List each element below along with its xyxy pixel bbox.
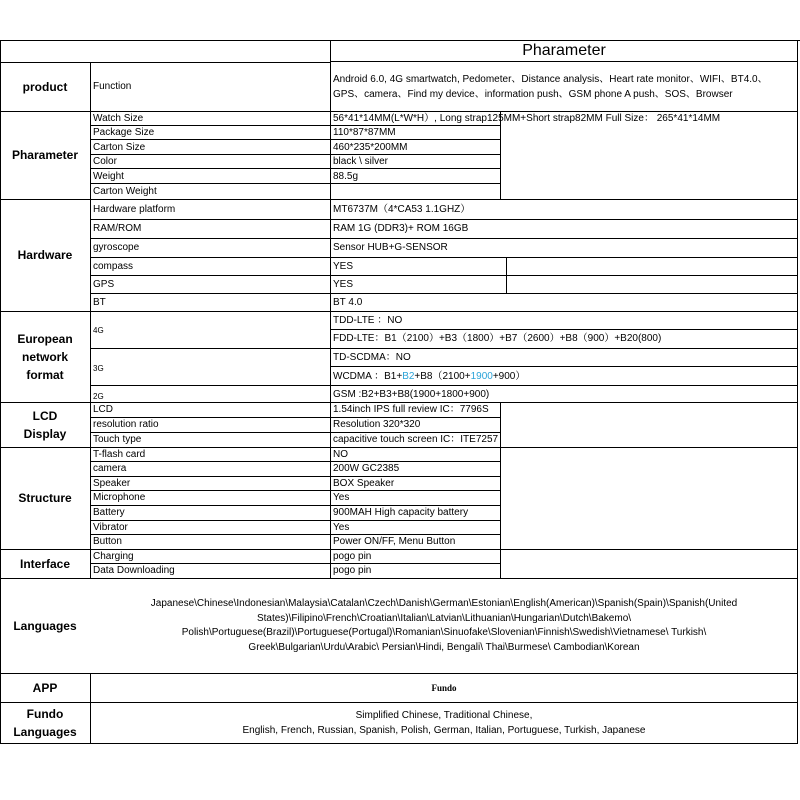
spec-value: GSM :B2+B3+B8(1900+1800+900): [333, 389, 490, 400]
spec-label: Color: [93, 156, 117, 167]
spec-value: TDD-LTE ：NO: [333, 315, 403, 326]
spec-label: Hardware platform: [93, 204, 176, 215]
grid-line: [90, 275, 798, 276]
section-label-network: [0, 311, 90, 402]
spec-value: Yes: [333, 522, 350, 533]
section-label-line: format: [26, 367, 64, 382]
languages-line: Greek\Bulgarian\Urdu\Arabic\ Persian\Hindi, Bengali\ Thai\Burmese\ Cambodian\Korean: [248, 641, 640, 653]
section-label-languages: Languages: [13, 618, 77, 633]
section-label-line: LCD: [32, 408, 58, 423]
fundo-languages-line: English, French, Russian, Spanish, Polish, German, Italian, Portuguese, Turkish, Japanese: [242, 724, 646, 736]
grid-line: [90, 520, 500, 521]
spec-value: Resolution 320*320: [333, 419, 421, 430]
section-label-hardware: Hardware: [17, 248, 73, 262]
spec-label: Button: [93, 536, 122, 547]
grid-line: [0, 311, 798, 312]
spec-value: YES: [333, 279, 354, 290]
grid-line: [797, 40, 798, 744]
spec-value: 900MAH High capacity battery: [333, 507, 469, 518]
spec-value: RAM 1G (DDR3)+ ROM 16GB: [333, 223, 469, 234]
wcdma-text: WCDMA ：B1+: [333, 371, 403, 382]
spec-label: Function: [93, 81, 132, 92]
spec-value: 110*87*87MM: [333, 127, 396, 138]
section-label-line: network: [21, 349, 68, 364]
section-label-fundo-languages: [0, 702, 90, 743]
page-title: Pharameter: [522, 42, 606, 59]
grid-line: [90, 168, 500, 169]
spec-value: black \ silver: [333, 156, 389, 167]
spec-label: Carton Weight: [93, 186, 157, 197]
grid-line: [90, 183, 500, 184]
grid-line: [90, 154, 500, 155]
wcdma-1900-highlight: 1900: [470, 371, 493, 382]
spec-label: camera: [93, 463, 127, 474]
spec-value: GPS、camera、Find my device、information push、GSM phone A push、SOS、Browser: [333, 89, 733, 100]
section-label-lcd: [0, 402, 90, 447]
spec-value: pogo pin: [333, 551, 372, 562]
band-label-4g: 4G: [93, 326, 104, 335]
wcdma-text: +B8（2100+: [414, 371, 471, 382]
languages-line: States)\Filipino\French\Croatian\Italian\Latvian\Lithuanian\Hungarian\Dutch\Bakemo\: [256, 612, 632, 624]
spec-label: T-flash card: [93, 449, 146, 460]
spec-label: BT: [93, 297, 106, 308]
spec-value: 56*41*14MM(L*W*H）, Long strap125MM+Short strap82MM Full Size： 265*41*14MM: [333, 113, 721, 124]
languages-list: [91, 597, 797, 655]
spec-label: Package Size: [93, 127, 155, 138]
grid-line: [500, 402, 501, 578]
section-label-app: APP: [32, 680, 58, 695]
spec-label: gyroscope: [93, 242, 140, 253]
languages-line: Japanese\Chinese\Indonesian\Malaysia\Catalan\Czech\Danish\German\Estonian\English(American)\Spanish(Spain)\Spanish(United: [150, 598, 738, 609]
spec-label: Data Downloading: [93, 565, 175, 576]
fundo-languages-list: [91, 709, 797, 738]
spec-label: RAM/ROM: [93, 223, 142, 234]
spec-value: 1.54inch IPS full review IC：7796S: [333, 404, 489, 415]
app-name: Fundo: [431, 683, 457, 693]
spec-value: BOX Speaker: [333, 478, 395, 489]
spec-label: Speaker: [93, 478, 131, 489]
section-label-structure: Structure: [18, 491, 72, 505]
spec-value-wcdma: [333, 370, 525, 383]
grid-line: [0, 578, 798, 579]
section-label-line: European: [17, 331, 73, 346]
spec-value: NO: [333, 449, 348, 460]
spec-label: Watch Size: [93, 113, 144, 124]
grid-line: [90, 385, 798, 386]
grid-line: [90, 139, 500, 140]
grid-line: [330, 61, 798, 62]
spec-value: Power ON/FF, Menu Button: [333, 536, 456, 547]
grid-line: [0, 199, 798, 200]
spec-value: capacitive touch screen IC：ITE7257: [333, 434, 499, 445]
wcdma-text: +900）: [492, 371, 526, 382]
spec-label: compass: [93, 261, 134, 272]
spec-value: TD-SCDMA：NO: [333, 352, 411, 363]
spec-label: resolution ratio: [93, 419, 159, 430]
grid-line: [0, 702, 798, 703]
wcdma-b2-highlight: B2: [402, 371, 415, 382]
grid-line: [90, 257, 798, 258]
grid-line: [0, 673, 798, 674]
spec-label: Weight: [93, 171, 124, 182]
spec-label: Carton Size: [93, 142, 146, 153]
section-label-pharameter: Pharameter: [11, 148, 79, 162]
spec-value: 460*235*200MM: [333, 142, 408, 153]
band-label-2g: 2G: [93, 392, 104, 401]
spec-label: LCD: [93, 404, 114, 415]
spec-label: Charging: [93, 551, 134, 562]
spec-value: 88.5g: [333, 171, 359, 182]
spec-value: 200W GC2385: [333, 463, 400, 474]
section-label-line: Display: [23, 426, 67, 441]
spec-value: FDD-LTE：B1（2100）+B3（1800）+B7（2600）+B8（900）+B20(800): [333, 333, 662, 344]
spec-label: Microphone: [93, 492, 146, 503]
spec-value: pogo pin: [333, 565, 372, 576]
grid-line: [90, 476, 500, 477]
fundo-languages-line: Simplified Chinese, Traditional Chinese,: [355, 710, 533, 721]
spec-label: GPS: [93, 279, 115, 290]
grid-line: [0, 743, 798, 744]
grid-line: [90, 293, 798, 294]
grid-line: [90, 238, 798, 239]
grid-line: [90, 490, 500, 491]
grid-line: [90, 62, 91, 578]
band-label-3g: 3G: [93, 364, 104, 373]
spec-label: Vibrator: [93, 522, 128, 533]
grid-line: [330, 366, 798, 367]
section-label-line: Languages: [13, 724, 77, 739]
grid-line: [506, 257, 507, 293]
section-label-interface: Interface: [19, 556, 71, 571]
grid-line: [90, 348, 798, 349]
section-label-product: product: [22, 79, 68, 94]
grid-line: [330, 40, 331, 578]
spec-value: MT6737M（4*CA53 1.1GHZ）: [333, 204, 471, 215]
grid-line: [90, 219, 798, 220]
spec-label: Battery: [93, 507, 125, 518]
spec-value: Sensor HUB+G-SENSOR: [333, 242, 448, 253]
grid-line: [90, 461, 500, 462]
spec-value: Android 6.0, 4G smartwatch, Pedometer、Distance analysis、Heart rate monitor、WIFI、BT4.0、: [333, 74, 768, 85]
spec-value: YES: [333, 261, 354, 272]
spec-value: BT 4.0: [333, 297, 363, 308]
grid-line: [330, 329, 798, 330]
section-label-line: Fundo: [26, 706, 64, 721]
spec-value: Yes: [333, 492, 350, 503]
spec-label: Touch type: [93, 434, 142, 445]
languages-line: Polish\Portuguese(Brazil)\Portuguese(Portugal)\Romanian\Sinuofake\Slovenian\Finnish\Swedish\Vietnamese\ Turkish\: [181, 627, 707, 638]
